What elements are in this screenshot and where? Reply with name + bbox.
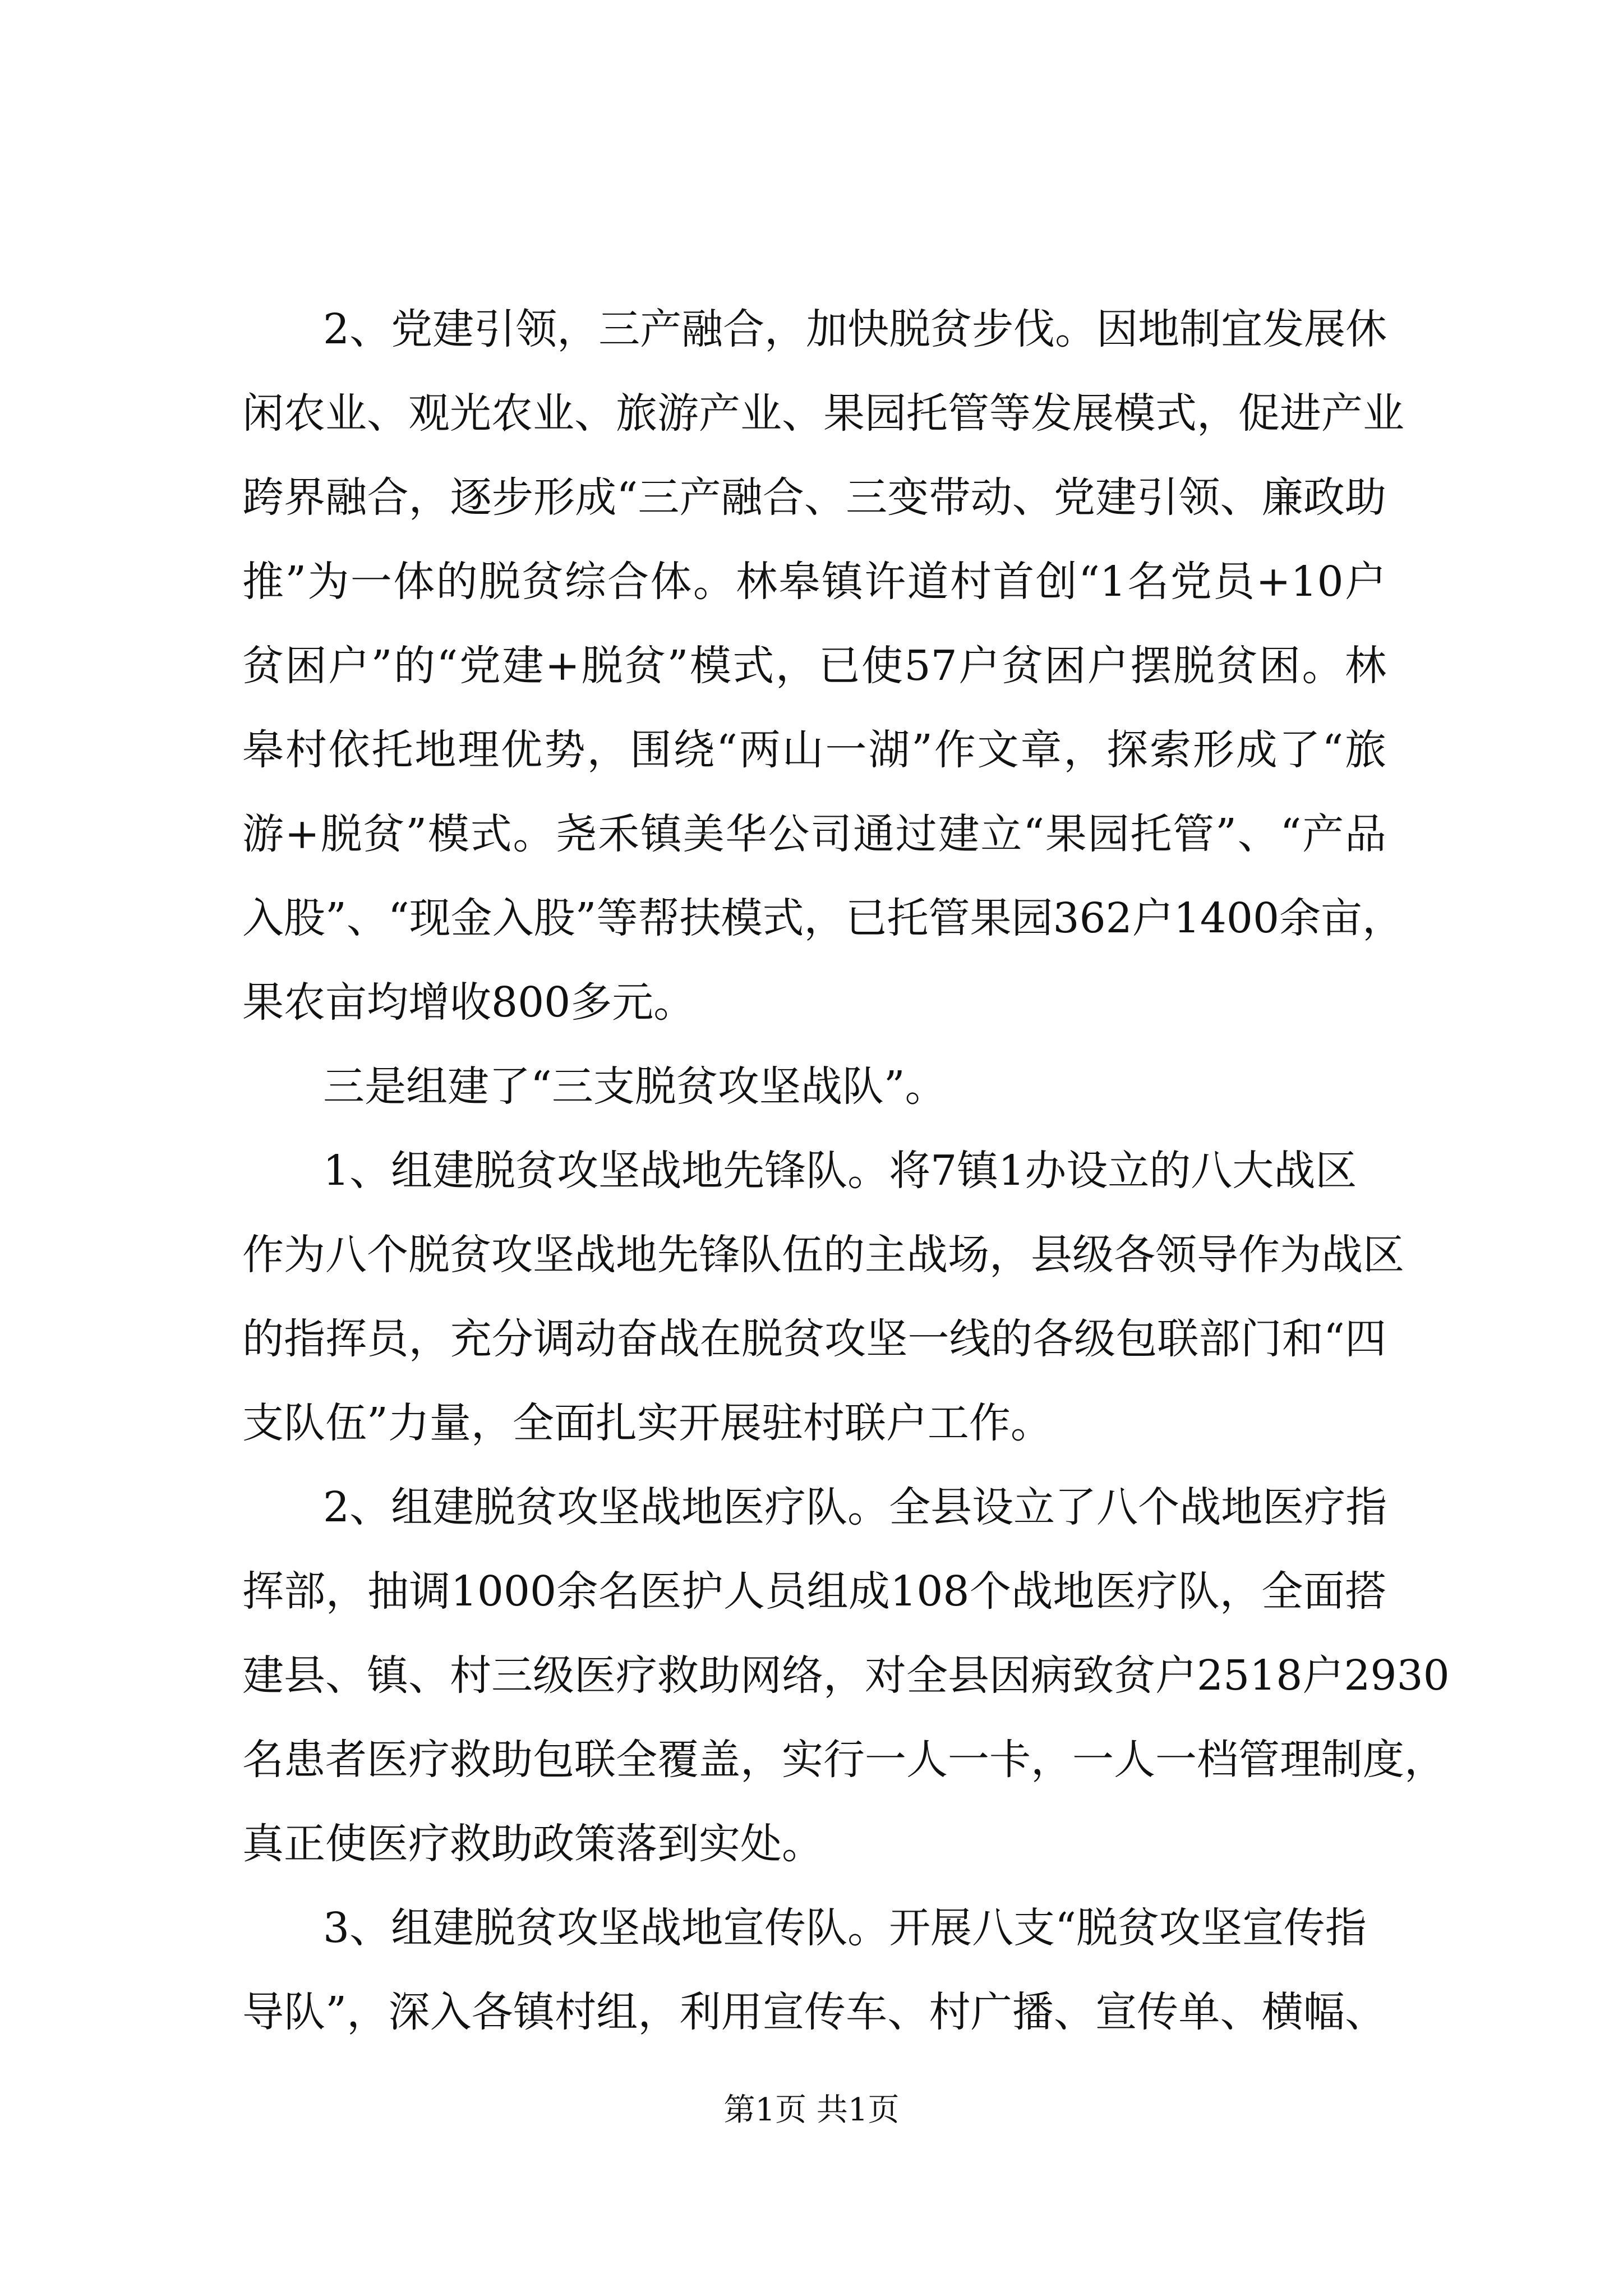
page-footer: 第1页 共1页 [723, 2092, 900, 2128]
paragraph-line: 贫困户”的“党建+脱贫”模式，已使57户贫困户摆脱贫困。林 [242, 642, 1386, 690]
paragraph-line: 名患者医疗救助包联全覆盖，实行一人一卡，一人一档管理制度， [242, 1736, 1446, 1784]
paragraph-line: 跨界融合，逐步形成“三产融合、三变带动、党建引领、廉政助 [242, 473, 1386, 522]
paragraph-line: 的指挥员，充分调动奋战在脱贫攻坚一线的各级包联部门和“四 [242, 1315, 1386, 1363]
paragraph-line: 真正使医疗救助政策落到实处。 [242, 1820, 823, 1868]
paragraph-line: 建县、镇、村三级医疗救助网络，对全县因病致贫户2518户2930 [242, 1651, 1450, 1700]
paragraph-line: 挥部，抽调1000余名医护人员组成108个战地医疗队，全面搭 [242, 1567, 1386, 1616]
paragraph-line: 导队”，深入各镇村组，利用宣传车、村广播、宣传单、横幅、 [242, 1988, 1386, 2036]
paragraph-line: 2、组建脱贫攻坚战地医疗队。全县设立了八个战地医疗指 [323, 1483, 1387, 1531]
paragraph-line: 入股”、“现金入股”等帮扶模式，已托管果园362户1400余亩， [242, 894, 1404, 942]
paragraph-line: 果农亩均增收800多元。 [242, 978, 695, 1027]
paragraph-line: 3、组建脱贫攻坚战地宣传队。开展八支“脱贫攻坚宣传指 [323, 1904, 1367, 1952]
paragraph-line: 1、组建脱贫攻坚战地先锋队。将7镇1办设立的八大战区 [323, 1147, 1357, 1195]
paragraph-line: 皋村依托地理优势，围绕“两山一湖”作文章，探索形成了“旅 [242, 726, 1386, 774]
paragraph-line: 闲农业、观光农业、旅游产业、果园托管等发展模式，促进产业 [242, 389, 1404, 438]
section-heading: 三是组建了“三支脱贫攻坚战队”。 [323, 1062, 947, 1111]
paragraph-line: 支队伍”力量，全面扎实开展驻村联户工作。 [242, 1399, 1052, 1447]
paragraph-line: 游+脱贫”模式。尧禾镇美华公司通过建立“果园托管”、“产品 [242, 810, 1386, 858]
paragraph-line: 2、党建引领，三产融合，加快脱贫步伐。因地制宜发展休 [323, 305, 1387, 353]
paragraph-line: 推”为一体的脱贫综合体。林皋镇许道村首创“1名党员+10户 [242, 558, 1386, 606]
paragraph-line: 作为八个脱贫攻坚战地先锋队伍的主战场，县级各领导作为战区 [242, 1231, 1404, 1279]
